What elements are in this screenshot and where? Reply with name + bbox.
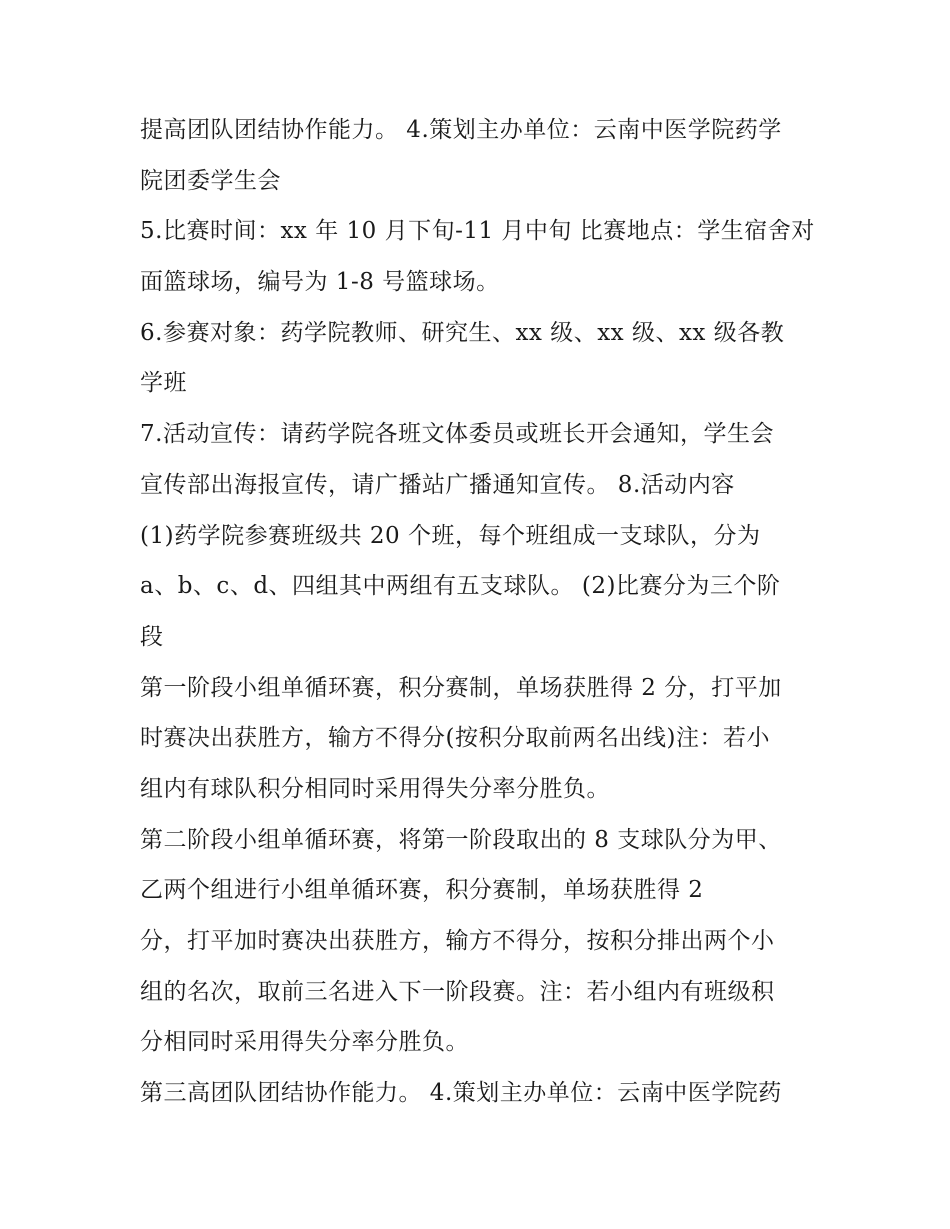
text-line: 分相同时采用得失分率分胜负。 xyxy=(140,1029,469,1056)
text-line: 第三高团队团结协作能力。 4.策划主办单位：云南中医学院药 xyxy=(140,1080,782,1107)
text-line: 宣传部出海报宣传，请广播站广播通知宣传。 8.活动内容 xyxy=(140,471,735,498)
text-line: 组内有球队积分相同时采用得失分率分胜负。 xyxy=(140,775,610,802)
text-line: a、b、c、d、四组其中两组有五支球队。 (2)比赛分为三个阶 xyxy=(140,573,781,600)
text-line: 6.参赛对象：药学院教师、研究生、xx 级、xx 级、xx 级各教 xyxy=(140,319,785,346)
text-line: 第一阶段小组单循环赛，积分赛制，单场获胜得 2 分，打平加 xyxy=(140,674,782,701)
text-line: 面篮球场，编号为 1-8 号篮球场。 xyxy=(140,269,500,296)
text-line: 分，打平加时赛决出获胜方，输方不得分，按积分排出两个小 xyxy=(140,928,775,954)
text-line: 乙两个组进行小组单循环赛，积分赛制，单场获胜得 2 xyxy=(140,877,704,904)
text-line: 段 xyxy=(140,623,164,650)
text-line: 5.比赛时间：xx 年 10 月下旬-11 月中旬 比赛地点：学生宿舍对 xyxy=(140,218,815,245)
document-body xyxy=(140,105,820,1119)
text-line: 提高团队团结协作能力。 4.策划主办单位：云南中医学院药学 xyxy=(140,117,782,143)
text-line: 院团委学生会 xyxy=(140,167,281,194)
text-line: 7.活动宣传：请药学院各班文体委员或班长开会通知，学生会 xyxy=(140,421,774,448)
text-line: 学班 xyxy=(140,370,187,397)
text-line: 第二阶段小组单循环赛，将第一阶段取出的 8 支球队分为甲、 xyxy=(140,826,782,853)
text-line: 时赛决出获胜方，输方不得分(按积分取前两名出线)注：若小 xyxy=(140,725,770,752)
text-line: 组的名次，取前三名进入下一阶段赛。注：若小组内有班级积 xyxy=(140,978,775,1005)
text-line: (1)药学院参赛班级共 20 个班，每个班组成一支球队，分为 xyxy=(140,522,761,549)
